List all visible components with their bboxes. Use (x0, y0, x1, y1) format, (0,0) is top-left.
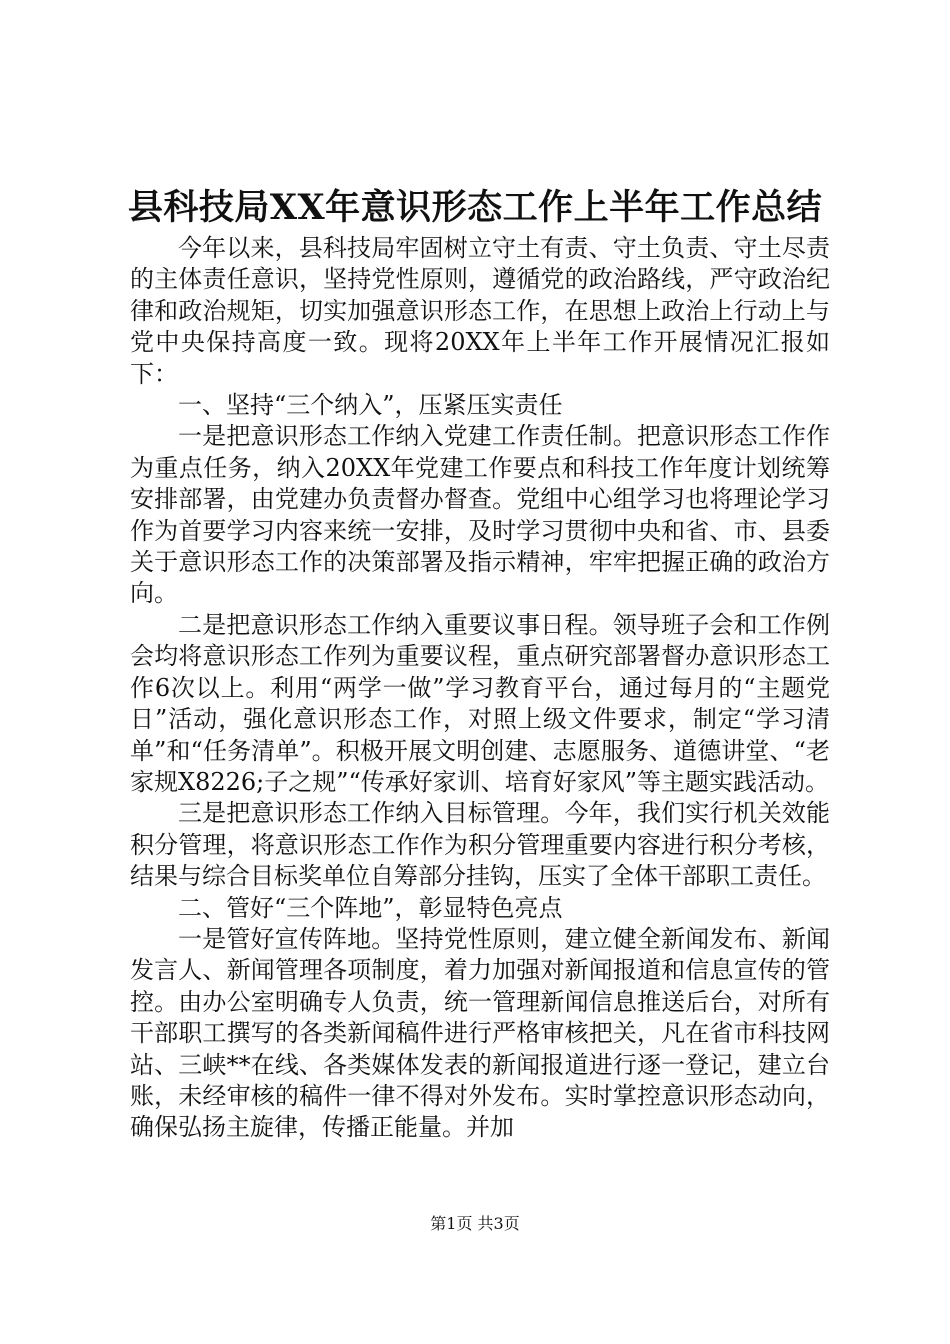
paragraph-intro: 今年以来，县科技局牢固树立守土有责、守土负责、守土尽责的主体责任意识，坚持党性原则，遵循党的政治路线，严守政治纪律和政治规矩，切实加强意识形态工作，在思想上政治上行动上与党中央保持高度一致。现将20XX年上半年工作开展情况汇报如下： (130, 234, 830, 388)
paragraph: 二是把意识形态工作纳入重要议事日程。领导班子会和工作例会均将意识形态工作列为重要议程，重点研究部署督办意识形态工作6次以上。利用“两学一做”学习教育平台，通过每月的“主题党日”活动，强化意识形态工作，对照上级文件要求，制定“学习清单”和“任务清单”。积极开展文明创建、志愿服务、道德讲堂、“老家规X8226;子之规”“传承好家训、培育好家风”等主题实践活动。 (130, 610, 830, 796)
paragraph: 三是把意识形态工作纳入目标管理。今年，我们实行机关效能积分管理，将意识形态工作作为积分管理重要内容进行积分考核，结果与综合目标奖单位自筹部分挂钩，压实了全体干部职工责任。 (130, 799, 830, 891)
paragraph: 一是把意识形态工作纳入党建工作责任制。把意识形态工作作为重点任务，纳入20XX年党建工作要点和科技工作年度计划统筹安排部署，由党建办负责督办督查。党组中心组学习也将理论学习作为首要学习内容来统一安排，及时学习贯彻中央和省、市、县委关于意识形态工作的决策部署及指示精神，牢牢把握正确的政治方向。 (130, 422, 830, 608)
section-heading-2: 二、管好“三个阵地”，彰显特色亮点 (178, 893, 563, 922)
paragraph: 一是管好宣传阵地。坚持党性原则，建立健全新闻发布、新闻发言人、新闻管理各项制度，着力加强对新闻报道和信息宣传的管控。由办公室明确专人负责，统一管理新闻信息推送后台，对所有干部职工撰写的各类新闻稿件进行严格审核把关，凡在省市科技网站、三峡**在线、各类媒体发表的新闻报道进行逐一登记，建立台账，未经审核的稿件一律不得对外发布。实时掌控意识形态动向，确保弘扬主旋律，传播正能量。并加 (130, 924, 830, 1142)
section-heading-1: 一、坚持“三个纳入”，压紧压实责任 (178, 391, 563, 420)
document-title: 县科技局XX年意识形态工作上半年工作总结 (127, 187, 823, 228)
page-number-footer: 第1页 共3页 (430, 1214, 520, 1233)
document-body (130, 233, 830, 1144)
